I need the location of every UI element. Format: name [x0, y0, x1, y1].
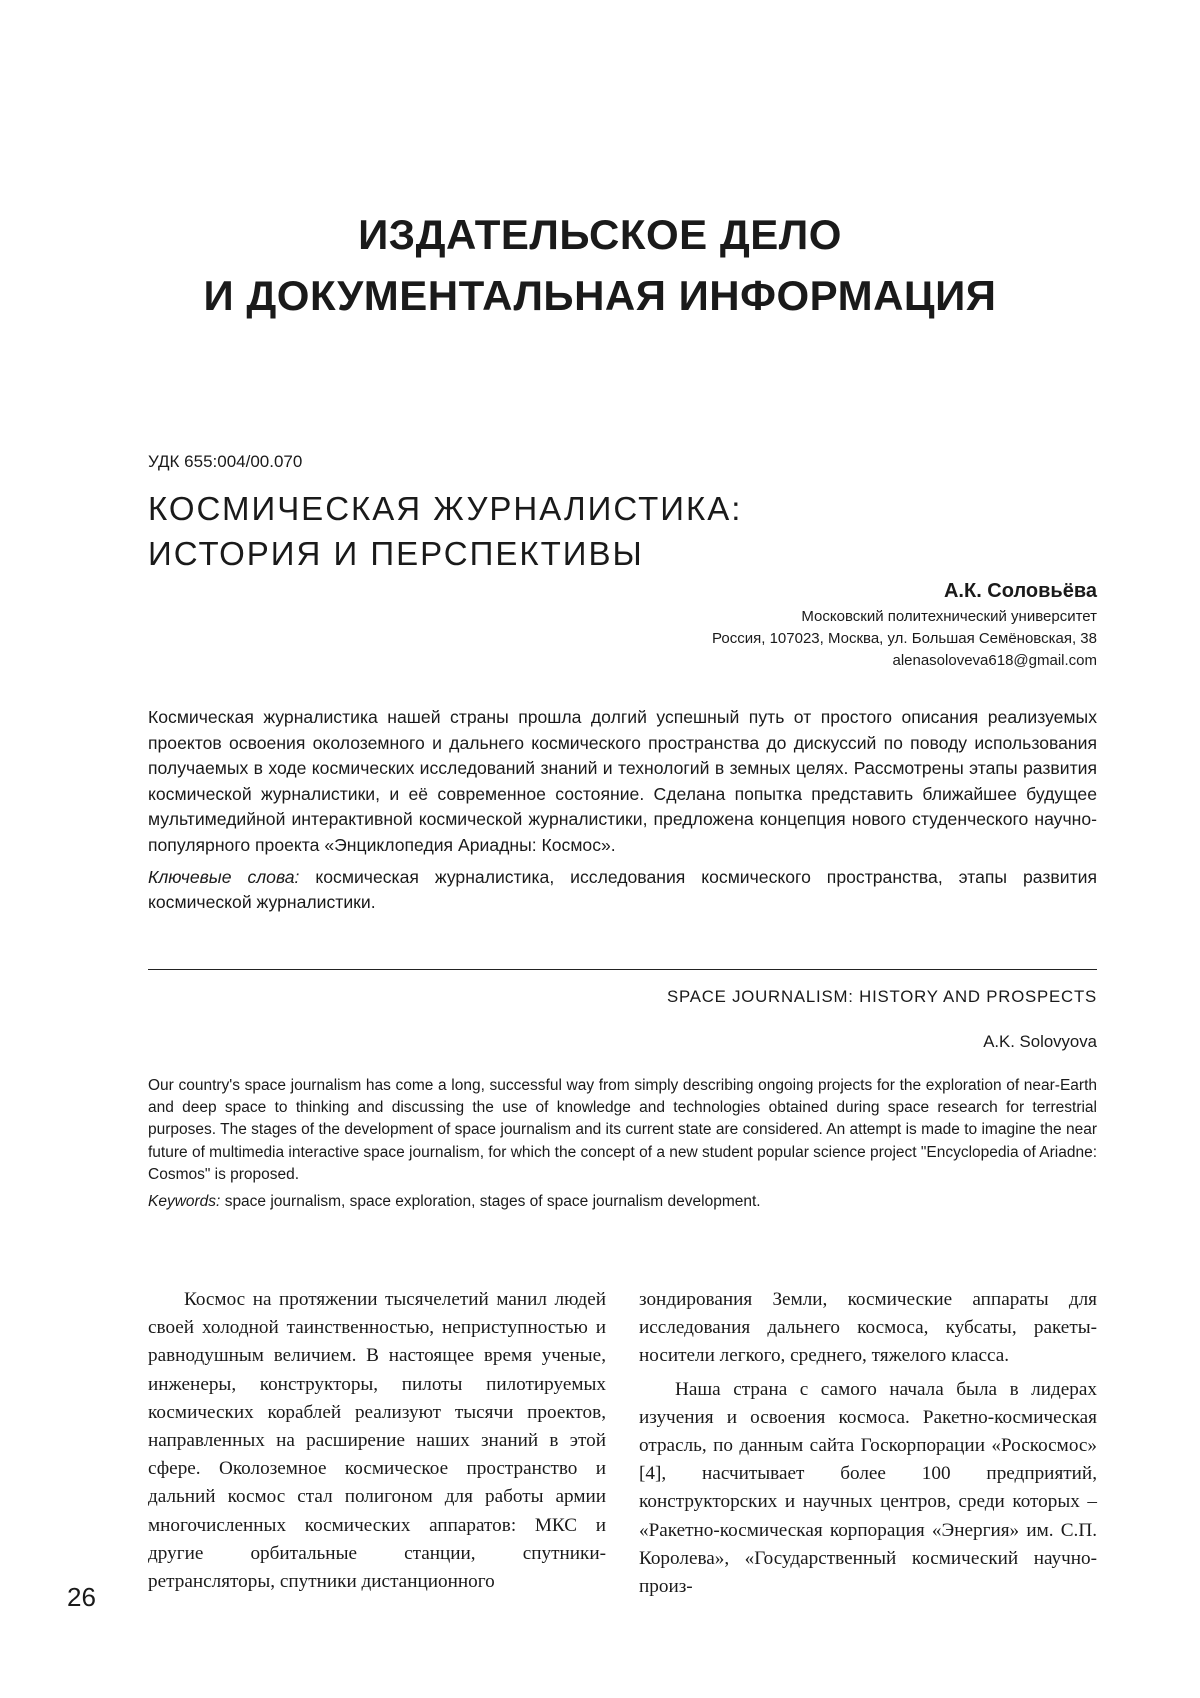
- keywords-ru-label: Ключевые слова:: [148, 866, 300, 887]
- section-title-line-2: И ДОКУМЕНТАЛЬНАЯ ИНФОРМАЦИЯ: [203, 272, 997, 319]
- author-name: А.К. Соловьёва: [943, 580, 1097, 602]
- body-column-right: [639, 1286, 1097, 1601]
- section-divider: [148, 969, 1097, 970]
- keywords-ru: [148, 865, 1097, 916]
- keywords-ru-text: космическая журналистика, исследования космического пространства, этапы развития космической журналистики.: [148, 866, 1097, 913]
- section-title-line-1: ИЗДАТЕЛЬСКОЕ ДЕЛО: [358, 211, 842, 258]
- english-title: SPACE JOURNALISM: HISTORY AND PROSPECTS: [666, 987, 1097, 1006]
- abstract-ru-text: Космическая журналистика нашей страны прошла долгий успешный путь от простого описания реализуемых проектов освоения околоземного и дальнего космического пространства до дискуссий по поводу использования получаемых в ходе космических исследований знаний и технологий в земных целях. Рассмотрены этапы развития космической журналистики, и её современное состояние. Сделана попытка представить ближайшее будущее мультимедийной интерактивной космической журналистики, предложена концепция нового студенческого научно-популярного проекта «Энциклопедия Ариадны: Космос».: [148, 707, 1097, 855]
- section-title: [0, 204, 1200, 326]
- abstract-en-text: Our country's space journalism has come a long, successful way from simply describing ongoing projects for the exploration of near-Earth and deep space to thinking and discussing the use of knowledge and technologies obtained during space research for terrestrial purposes. The stages of the development of space journalism and its current state are considered. An attempt is made to imagine the near future of multimedia interactive space journalism, for which the concept of a new student popular science project "Encyclopedia of Ariadne: Cosmos" is proposed.: [148, 1077, 1097, 1183]
- body-paragraph: Космос на протяжении тысячелетий манил людей своей холодной таинственностью, неприступностью и равнодушным величием. В настоящее время ученые, инженеры, конструкторы, пилоты пилотируемых космических кораблей реализуют тысячи проектов, направленных на расширение наших знаний в этой сфере. Околоземное космическое пространство и дальний космос стал полигоном для работы армии многочисленных космических аппаратов: МКС и другие орбитальные станции, спутники-ретрансляторы, спутники дистанционного: [148, 1289, 606, 1593]
- author-block: [712, 578, 1097, 672]
- author-affiliation: Московский политехнический университет: [801, 608, 1097, 625]
- udk-code: УДК 655:004/00.070: [148, 452, 303, 471]
- abstract-russian: [148, 705, 1097, 916]
- english-author: A.K. Solovyova: [983, 1032, 1097, 1051]
- body-paragraph: Наша страна с самого начала была в лидерах изучения и освоения космоса. Ракетно-космическая отрасль, по данным сайта Госкорпорации «Роскосмос» [4], насчитывает более 100 предприятий, конструкторских и научных центров, среди которых – «Ракетно-космическая корпорация «Энергия» им. С.П. Королева», «Государственный космический научно-произ-: [639, 1378, 1097, 1598]
- page-number: 26: [67, 1582, 96, 1612]
- article-title: [148, 486, 742, 576]
- keywords-en: [148, 1191, 1097, 1213]
- article-title-line-2: ИСТОРИЯ И ПЕРСПЕКТИВЫ: [148, 535, 644, 572]
- author-email[interactable]: alenasoloveva618@gmail.com: [892, 652, 1097, 669]
- author-address: Россия, 107023, Москва, ул. Большая Семёновская, 38: [712, 630, 1097, 647]
- keywords-en-text: space journalism, space exploration, stages of space journalism development.: [224, 1193, 761, 1211]
- body-paragraph: зондирования Земли, космические аппараты для исследования дальнего космоса, кубсаты, ракеты-носители легкого, среднего, тяжелого класса.: [639, 1289, 1097, 1367]
- abstract-english: [148, 1075, 1097, 1213]
- body-column-left: [148, 1286, 606, 1596]
- keywords-en-label: Keywords:: [148, 1193, 221, 1211]
- article-title-line-1: КОСМИЧЕСКАЯ ЖУРНАЛИСТИКА:: [148, 490, 743, 527]
